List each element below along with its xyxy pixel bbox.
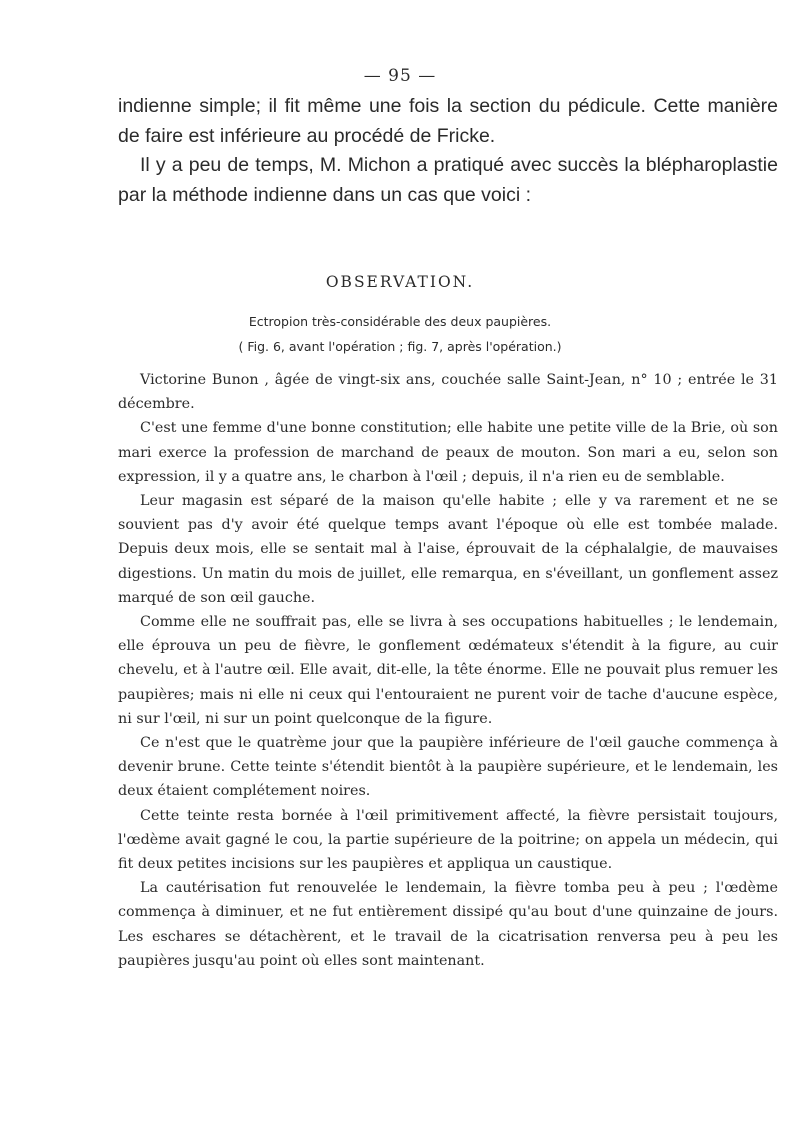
intro-section	[118, 92, 778, 210]
body-paragraph: Comme elle ne souffrait pas, elle se livra à ses occupations habituelles ; le lendemain, elle éprouva un peu de fièvre, le gonflement œdémateux s'étendit à la figure, au cuir chevelu, et à l'autre œil. Elle avait, dit-elle, la tête énorme. Elle ne pouvait plus remuer les paupières; mais ni elle ni ceux qui l'entouraient ne purent voir de tache d'aucune espèce, ni sur l'œil, ni sur un point quelconque de la figure.	[118, 614, 778, 727]
observation-body	[118, 368, 778, 973]
intro-paragraph: indienne simple; il fit même une fois la section du pédicule. Cette manière de faire est inférieure au procédé de Fricke.	[118, 95, 778, 147]
observation-subtitle: Ectropion très-considérable des deux paupières.	[248, 314, 552, 329]
body-paragraph: Victorine Bunon , âgée de vingt-six ans, couchée salle Saint-Jean, n° 10 ; entrée le 31 décembre.	[118, 372, 778, 413]
body-paragraph: Cette teinte resta bornée à l'œil primitivement affecté, la fièvre persistait toujours, l'œdème avait gagné le cou, la partie supérieure de la poitrine; on appela un médecin, qui fit deux petites incisions sur les paupières et appliqua un caustique.	[118, 807, 778, 873]
body-paragraph: C'est une femme d'une bonne constitution; elle habite une petite ville de la Brie, où son mari exerce la profession de marchand de peaux de mouton. Son mari a eu, selon son expression, il y a quatre ans, le charbon à l'œil ; depuis, il n'a rien eu de semblable.	[118, 420, 778, 485]
intro-paragraph: Il y a peu de temps, M. Michon a pratiqué avec succès la blépharoplastie par la méthode indienne dans un cas que voici :	[118, 154, 778, 206]
observation-heading: OBSERVATION.	[325, 273, 475, 291]
body-paragraph: Ce n'est que le quatrème jour que la paupière inférieure de l'œil gauche commença à devenir brune. Cette teinte s'étendit bientôt à la paupière supérieure, et le lendemain, les deux étaient complétement noires.	[118, 735, 778, 800]
body-paragraph: Leur magasin est séparé de la maison qu'elle habite ; elle y va rarement et ne se souvient pas d'y avoir été quelque temps avant l'époque où elle est tombée malade. Depuis deux mois, elle se sentait mal à l'aise, éprouvait de la céphalalgie, de mauvaises digestions. Un matin du mois de juillet, elle remarqua, en s'éveillant, un gonflement assez marqué de son œil gauche.	[118, 493, 778, 606]
page-number: — 95 —	[363, 66, 437, 86]
body-paragraph: La cautérisation fut renouvelée le lendemain, la fièvre tomba peu à peu ; l'œdème commença à diminuer, et ne fut entièrement dissipé qu'au bout d'une quinzaine de jours. Les eschares se détachèrent, et le travail de la cicatrisation renversa peu à peu les paupières jusqu'au point où elles sont maintenant.	[118, 880, 778, 969]
observation-figure-reference: ( Fig. 6, avant l'opération ; fig. 7, après l'opération.)	[238, 339, 562, 354]
